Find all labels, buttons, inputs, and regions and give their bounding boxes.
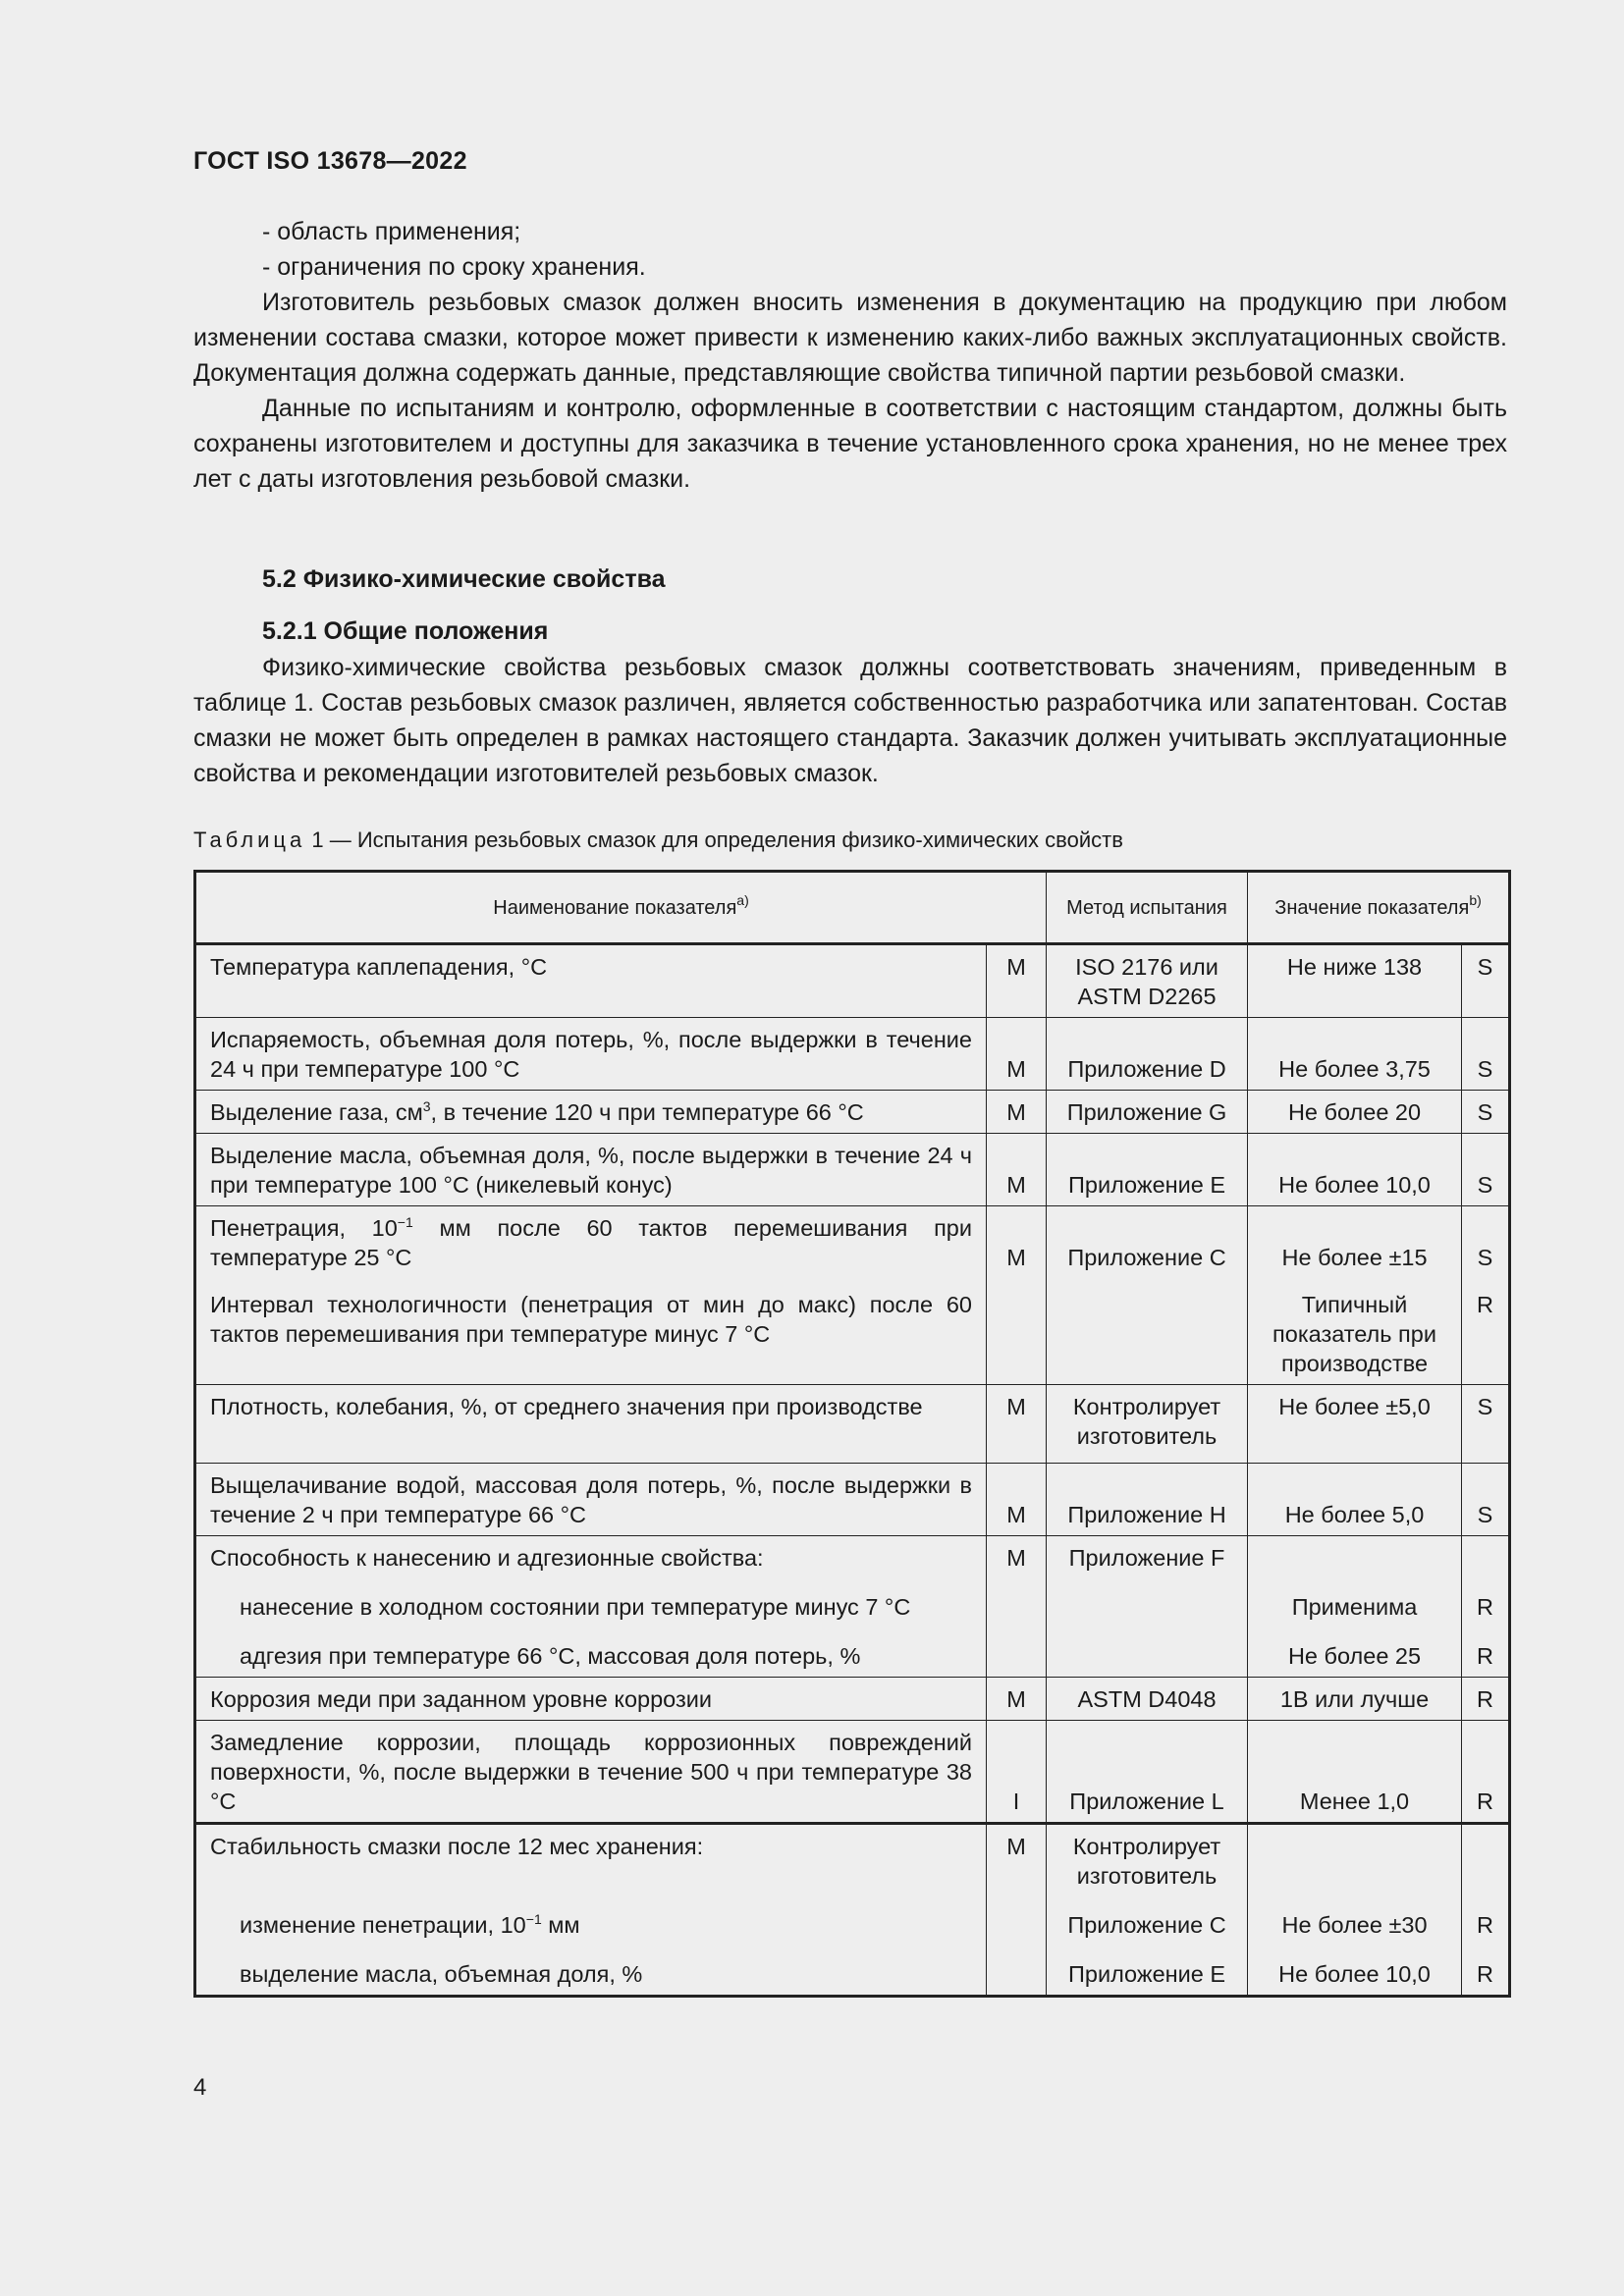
table-row: Стабильность смазки после 12 мес хранения: изменение пенетрации, $10^{-1}$ мм выделение масла, объемная доля, % M Контролирует изготовитель Приложение C Приложение E Не более ±30 Не более 10,0 R R: [195, 1824, 1510, 1997]
properties-table: [193, 870, 1511, 1998]
table-row: Замедление коррозии, площадь коррозионных повреждений поверхности, %, после выдержки в течение 500 ч при температуре 38 °С I Приложение L Менее 1,0 R: [195, 1721, 1510, 1824]
table-header-row: [195, 872, 1510, 944]
table-caption-title: 1 — Испытания резьбовых смазок для определения физико-химических свойств: [305, 828, 1123, 852]
page-number: 4: [193, 2074, 207, 2101]
table-caption: [193, 828, 1123, 853]
table-caption-label: Таблица: [193, 828, 306, 852]
table-row: Испаряемость, объемная доля потерь, %, после выдержки в течение 24 ч при температуре 100 °С M Приложение D Не более 3,75 S: [195, 1018, 1510, 1091]
table-row: Выщелачивание водой, массовая доля потерь, %, после выдержки в течение 2 ч при температуре 66 °С M Приложение H Не более 5,0 S: [195, 1464, 1510, 1536]
paragraph: Данные по испытаниям и контролю, оформленные в соответствии с настоящим стандартом, должны быть сохранены изготовителем и доступны для заказчика в течение установленного срока хранения, но не менее трех лет с даты изготовления резьбовой смазки.: [193, 395, 1507, 493]
table-row: Выделение масла, объемная доля, %, после выдержки в течение 24 ч при температуре 100 °С (никелевый конус) M Приложение E Не более 10,0 S: [195, 1134, 1510, 1206]
document-header: ГОСТ ISO 13678—2022: [193, 147, 467, 175]
bullet-item: - ограничения по сроку хранения.: [262, 253, 646, 281]
header-method: Метод испытания: [1047, 872, 1248, 944]
table-row: Плотность, колебания, %, от среднего значения при производстве M Контролирует изготовитель Не более ±5,0 S: [195, 1385, 1510, 1464]
paragraph: Изготовитель резьбовых смазок должен вносить изменения в документацию на продукцию при любом изменении состава смазки, которое может привести к изменению каких-либо важных эксплуатационных свойств. Документация должна содержать данные, представляющие свойства типичной партии резьбовой смазки.: [193, 289, 1507, 387]
table-row: Коррозия меди при заданном уровне коррозии M ASTM D4048 1B или лучше R: [195, 1678, 1510, 1721]
section-text: [193, 650, 1507, 791]
table-row: Выделение газа, $см^3$, в течение 120 ч при температуре 66 °С M Приложение G Не более 20 S: [195, 1091, 1510, 1134]
header-name: Наименование показателя$^{a)}$: [195, 872, 1047, 944]
section-heading-5-2-1: 5.2.1 Общие положения: [262, 617, 549, 645]
header-value: Значение показателя$^{b)}$: [1248, 872, 1510, 944]
intro-text: [193, 214, 1507, 497]
bullet-item: - область применения;: [262, 218, 521, 245]
table-row: Температура каплепадения, °С M ISO 2176 или ASTM D2265 Не ниже 138 S: [195, 944, 1510, 1018]
table-row: Пенетрация, $10^{-1}$ мм после 60 тактов перемешивания при температуре 25 °С Интервал технологичности (пенетрация от мин до макс) после 60 тактов перемешивания при температуре минус 7 °С M Приложение C Не более ±15 Типичный показатель при производстве S R: [195, 1206, 1510, 1385]
paragraph: Физико-химические свойства резьбовых смазок должны соответствовать значениям, приведенным в таблице 1. Состав резьбовых смазок различен, является собственностью разработчика или запатентован. Состав смазки не может быть определен в рамках настоящего стандарта. Заказчик должен учитывать эксплуатационные свойства и рекомендации изготовителей резьбовых смазок.: [193, 654, 1507, 787]
section-heading-5-2: 5.2 Физико-химические свойства: [262, 565, 666, 593]
table-row: Способность к нанесению и адгезионные свойства: нанесение в холодном состоянии при температуре минус 7 °С адгезия при температуре 66 °С, массовая доля потерь, % M Приложение F Применима Не более 25 R R: [195, 1536, 1510, 1678]
